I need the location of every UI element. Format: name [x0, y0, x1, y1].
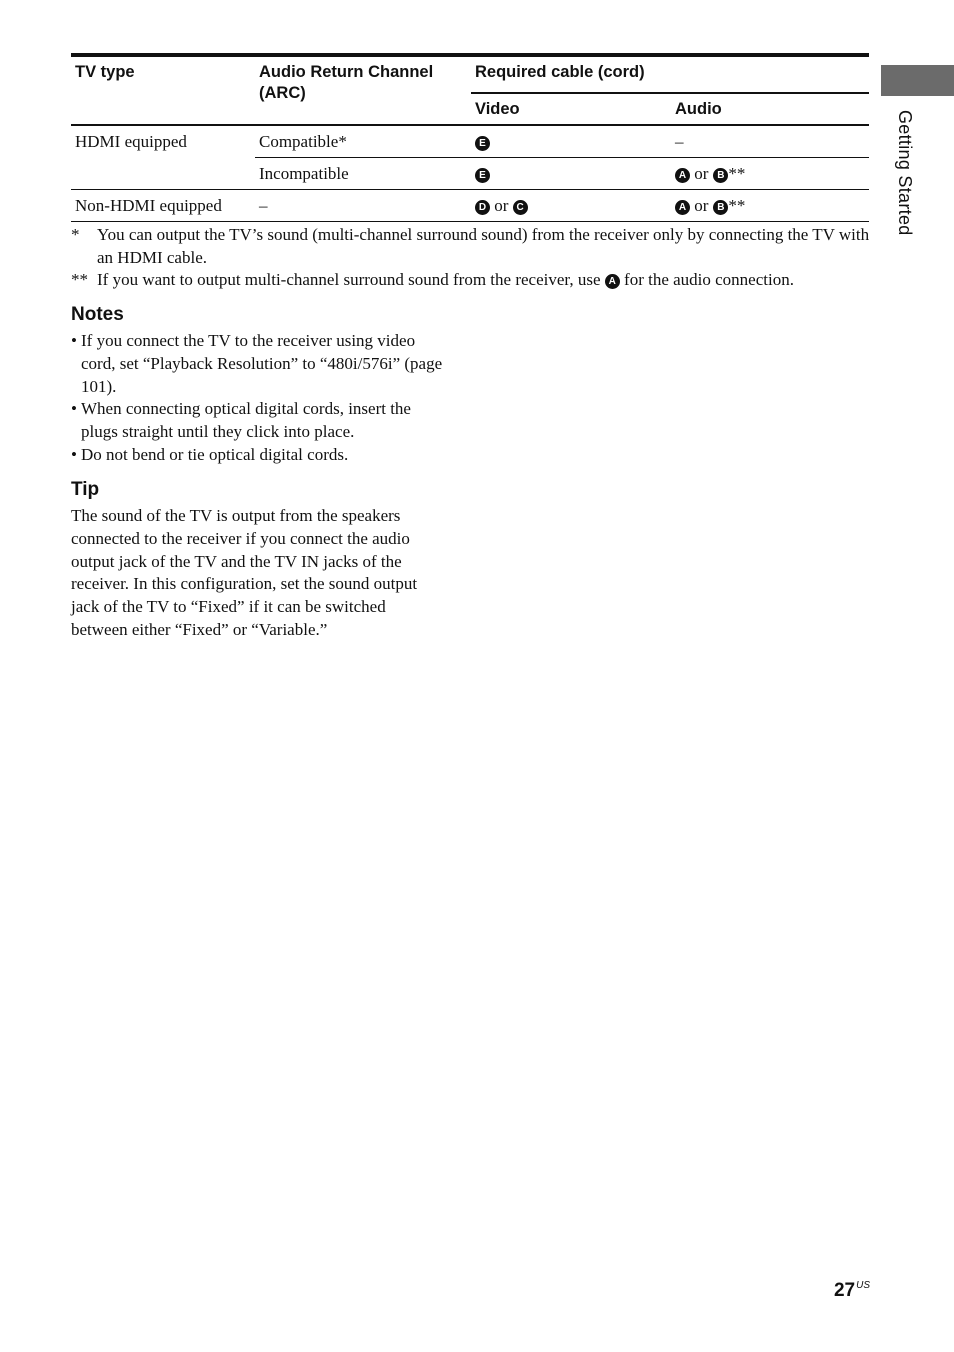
page-number: [834, 1280, 870, 1302]
list-item: [71, 444, 451, 467]
list-item: [71, 398, 451, 444]
note-text: If you connect the TV to the receiver using video cord, set “Playback Resolution” to “480i/576i” (page 101).: [81, 331, 443, 396]
footnote-text: You can output the TV’s sound (multi-channel surround sound) from the receiver only by connecting the TV with an HDMI cable.: [97, 225, 870, 267]
cable-a-badge: A: [675, 200, 690, 215]
table-row: [71, 190, 869, 222]
footnote-text: [97, 269, 871, 292]
tip-body: The sound of the TV is output from the speakers connected to the receiver if you connect the audio output jack of the TV and the TV IN jacks of the receiver. In this configuration, set the sound output jack of the TV to “Fixed” if it can be switched between either “Fixed” or “Variable.”: [71, 506, 418, 639]
cell-arc: Incompatible: [255, 158, 471, 190]
cable-a-badge: A: [605, 274, 620, 289]
table-header-row: [71, 55, 869, 93]
footnote-single: [71, 224, 871, 269]
footnote-text-after: for the audio connection.: [624, 270, 794, 289]
cable-b-badge: B: [713, 168, 728, 183]
header-audio: Audio: [671, 93, 869, 125]
cell-arc: Compatible*: [255, 125, 471, 158]
bullet-icon: •: [71, 399, 77, 419]
header-arc: Audio Return Channel (ARC): [255, 55, 471, 125]
bullet-icon: •: [71, 444, 77, 464]
tip-heading: Tip: [71, 479, 100, 500]
or-text: or: [494, 196, 509, 215]
cable-a-badge: A: [675, 168, 690, 183]
page-number-value: 27: [833, 1280, 856, 1301]
cell-audio: [671, 190, 869, 222]
or-text: or: [694, 196, 709, 215]
header-tv-type: TV type: [71, 55, 255, 125]
cell-audio: [671, 158, 869, 190]
cell-video: [471, 190, 671, 222]
cell-arc: –: [255, 190, 471, 222]
or-text: or: [694, 164, 709, 183]
cell-tv-type: HDMI equipped: [71, 125, 255, 190]
table-footnotes: [71, 224, 871, 292]
table-row: [71, 125, 869, 158]
cell-tv-type: Non-HDMI equipped: [71, 190, 255, 222]
notes-heading: Notes: [71, 304, 124, 325]
cable-e-badge: E: [475, 136, 490, 151]
double-asterisk: **: [728, 164, 746, 183]
footnote-mark: **: [71, 270, 88, 289]
page-number-suffix: US: [856, 1280, 870, 1291]
notes-list: [71, 330, 451, 467]
section-tab-label: Getting Started: [895, 110, 915, 236]
note-text: Do not bend or tie optical digital cords.: [81, 444, 349, 464]
double-asterisk: **: [728, 196, 746, 215]
connection-table: [71, 53, 869, 222]
list-item: [71, 330, 451, 398]
footnote-text-before: If you want to output multi-channel surround sound from the receiver, use: [97, 270, 601, 289]
footnote-mark: *: [71, 225, 80, 244]
header-video: Video: [471, 93, 671, 125]
header-required-cable: Required cable (cord): [471, 55, 869, 93]
cable-c-badge: C: [513, 200, 528, 215]
footnote-double: [71, 269, 871, 292]
cell-video: [471, 125, 671, 158]
cell-audio: –: [671, 125, 869, 158]
cable-e-badge: E: [475, 168, 490, 183]
cable-d-badge: D: [475, 200, 490, 215]
cable-b-badge: B: [713, 200, 728, 215]
bullet-icon: •: [71, 331, 77, 350]
section-tab-bar: [881, 65, 954, 96]
cell-video: [471, 158, 671, 190]
note-text: When connecting optical digital cords, insert the plugs straight until they click into place.: [81, 399, 411, 442]
